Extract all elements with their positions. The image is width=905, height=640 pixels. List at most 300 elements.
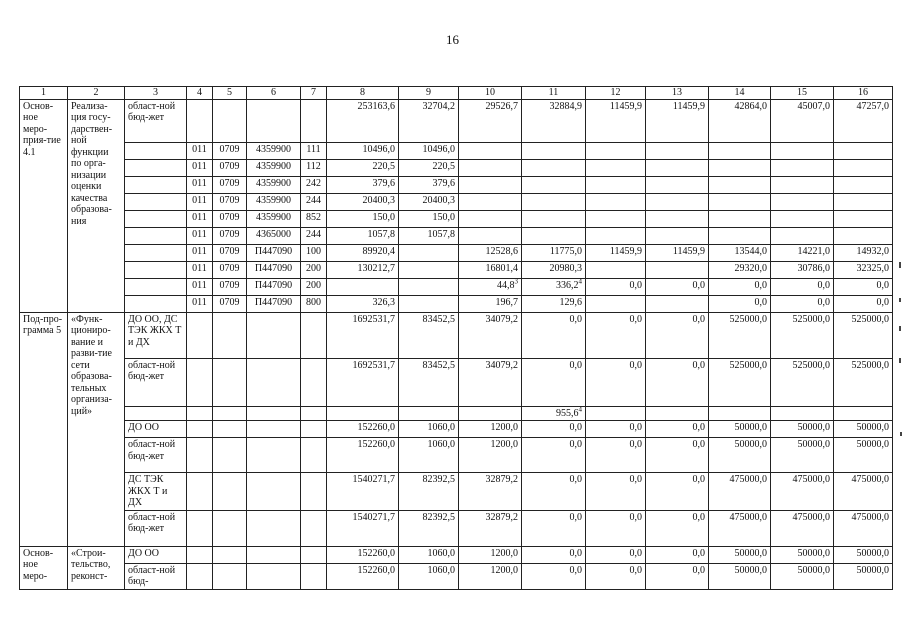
column-header: 8 [327,87,399,100]
table-cell [187,546,213,563]
column-header: 1 [20,87,68,100]
table-cell [709,312,771,358]
table-cell [522,406,586,421]
cell-value: 011 [192,194,207,206]
table-cell [327,159,399,176]
cell-value: област-ной бюд- [128,564,176,587]
table-cell [327,510,399,546]
cell-value: 152260,0 [357,422,395,433]
cell-value: 30786,0 [797,262,830,274]
table-cell [301,142,327,159]
table-cell [187,278,213,295]
cell-value: 525000,0 [851,359,889,371]
table-cell [522,159,586,176]
cell-value: 50000,0 [856,547,889,559]
table-cell [187,295,213,312]
table-cell [327,563,399,589]
table-cell [586,510,646,546]
table-cell [646,227,709,244]
table-cell [834,278,893,295]
table-cell [187,312,213,358]
table-cell [834,510,893,546]
table-cell [771,193,834,210]
cell-value: 100 [306,245,321,257]
cell-value: 525000,0 [851,313,889,325]
cell-value: 0,0 [754,279,767,291]
table-cell [522,312,586,358]
table-cell [247,358,301,406]
cell-value: 0709 [219,194,240,206]
cell-value: 242 [306,177,321,189]
table-cell [522,473,586,511]
cell-value: ДС ТЭК ЖКХ Т и ДХ [128,474,168,508]
cell-value: 0,0 [754,296,767,308]
cell-value: 45007,0 [797,100,830,112]
table-cell [459,244,522,261]
table-cell [459,358,522,406]
table-cell [187,563,213,589]
table-row [20,312,893,358]
cell-value: 0709 [219,177,240,189]
cell-value: 150,0 [372,211,395,223]
cell-value: 0,0 [569,439,582,450]
table-cell [646,99,709,142]
table-cell [834,159,893,176]
cell-value: 0,0 [629,313,642,325]
table-cell [771,142,834,159]
table-cell [709,244,771,261]
table-cell [301,510,327,546]
table-cell [301,421,327,438]
table-cell [586,261,646,278]
table-cell [125,193,187,210]
cell-value: 34079,2 [485,313,518,325]
table-row [20,244,893,261]
table-cell [586,563,646,589]
table-cell [771,244,834,261]
cell-value: 379,6 [432,177,455,189]
cell-value: 196,7 [495,296,518,308]
cell-value: 10496,0 [422,143,455,155]
table-cell [399,473,459,511]
table-cell [522,421,586,438]
table-cell [327,438,399,473]
table-cell [247,406,301,421]
table-cell [399,261,459,278]
table-cell [125,227,187,244]
table-cell [247,473,301,511]
program-name-cell: Реализа-ция госу-дарствен-ной функции по орга-низации оценки качества образова-ния [68,99,125,312]
table-cell [459,546,522,563]
table-cell [187,99,213,142]
cell-value: 955,6 [556,407,579,419]
table-row [20,510,893,546]
table-cell [709,210,771,227]
table-cell [247,227,301,244]
cell-value: 0,0 [629,474,642,485]
column-header: 7 [301,87,327,100]
table-cell [522,142,586,159]
table-cell [327,358,399,406]
cell-value: 0,0 [569,564,582,576]
table-cell [771,176,834,193]
table-cell [399,546,459,563]
table-row [20,563,893,589]
margin-mark [900,432,902,436]
cell-value: 0,0 [569,422,582,433]
table-cell [771,421,834,438]
cell-value: 44,8 [497,279,515,291]
cell-value: 0709 [219,211,240,223]
cell-value: 12528,6 [485,245,518,257]
cell-value: 0,0 [692,439,705,450]
table-row [20,406,893,421]
table-cell [399,510,459,546]
cell-value: 20400,3 [362,194,395,206]
cell-value: 20980,3 [549,262,582,274]
cell-value: 0,0 [817,296,830,308]
cell-value: 50000,0 [797,439,830,450]
table-cell [586,406,646,421]
cell-value: 4359900 [256,143,291,155]
cell-value: 0,0 [692,422,705,433]
cell-value: 0,0 [629,359,642,371]
table-cell [213,421,247,438]
cell-value: 32879,2 [485,511,518,523]
table-cell [399,244,459,261]
table-cell [247,510,301,546]
table-cell [522,295,586,312]
table-cell [327,312,399,358]
cell-value: 1540271,7 [352,511,395,523]
table-cell [247,193,301,210]
table-cell [646,159,709,176]
table-row [20,421,893,438]
table-cell [646,312,709,358]
cell-value: 32704,2 [422,100,455,112]
cell-value: 011 [192,296,207,308]
table-cell [646,278,709,295]
program-name-cell: «Функ-циониро-вание и разви-тие сети образова-тельных организа-ций» [68,312,125,546]
cell-value: 011 [192,279,207,291]
table-cell [646,406,709,421]
table-cell [459,193,522,210]
table-cell [399,193,459,210]
cell-value: 0,0 [876,296,889,308]
table-cell [399,227,459,244]
table-cell [125,99,187,142]
table-cell [709,261,771,278]
table-cell [327,546,399,563]
table-cell [459,210,522,227]
cell-value: 0,0 [569,511,582,523]
cell-value: 0709 [219,296,240,308]
cell-value: 82392,5 [422,511,455,523]
table-cell [213,193,247,210]
table-cell [187,473,213,511]
cell-value: 4359900 [256,160,291,172]
cell-value: 011 [192,143,207,155]
column-header: 5 [213,87,247,100]
cell-value: 220,5 [372,160,395,172]
cell-value: 4365000 [256,228,291,240]
table-cell [709,295,771,312]
table-cell [213,278,247,295]
cell-value: 244 [306,228,321,240]
table-row [20,142,893,159]
table-cell [709,176,771,193]
table-cell [646,473,709,511]
table-cell [646,142,709,159]
table-cell [327,193,399,210]
table-cell [771,278,834,295]
table-cell [834,193,893,210]
cell-value: 0,0 [569,313,582,325]
cell-value: 1200,0 [490,564,518,576]
table-cell [301,473,327,511]
table-cell [709,421,771,438]
cell-value: 50000,0 [734,564,767,576]
table-cell [399,406,459,421]
cell-value: 0,0 [692,279,705,291]
table-cell [771,358,834,406]
table-cell [771,406,834,421]
table-cell [213,159,247,176]
table-cell [399,159,459,176]
cell-value: 475000,0 [729,474,767,485]
table-cell [399,438,459,473]
table-cell [459,159,522,176]
table-cell [247,312,301,358]
table-cell [327,473,399,511]
table-cell [125,210,187,227]
cell-value: 852 [306,211,321,223]
cell-value: 1060,0 [427,547,455,559]
table-cell [247,99,301,142]
table-cell [834,99,893,142]
table-cell [709,406,771,421]
table-cell [213,546,247,563]
table-cell [522,176,586,193]
table-cell [125,406,187,421]
table-cell [646,210,709,227]
cell-value: 4359900 [256,211,291,223]
table-cell [586,244,646,261]
table-cell [213,563,247,589]
table-cell [327,278,399,295]
table-cell [522,438,586,473]
table-cell [327,210,399,227]
cell-value: 1692531,7 [352,359,395,371]
table-cell [125,244,187,261]
table-cell [771,295,834,312]
table-cell [771,473,834,511]
cell-value: 1200,0 [490,422,518,433]
cell-value: област-ной бюд-жет [128,359,176,382]
table-cell [834,244,893,261]
column-header: 3 [125,87,187,100]
table-cell [522,227,586,244]
table-cell [301,244,327,261]
table-cell [586,295,646,312]
table-cell [522,261,586,278]
table-cell [301,278,327,295]
table-cell [771,227,834,244]
column-header: 12 [586,87,646,100]
table-cell [459,142,522,159]
table-cell [213,244,247,261]
cell-value: 0709 [219,228,240,240]
cell-value: 200 [306,262,321,274]
table-cell [327,406,399,421]
cell-value: 11459,9 [672,100,705,112]
table-cell [301,312,327,358]
table-cell [646,295,709,312]
cell-value: 0,0 [629,439,642,450]
cell-value: 1060,0 [427,439,455,450]
table-row [20,210,893,227]
cell-value: 50000,0 [856,422,889,433]
table-row [20,159,893,176]
cell-value: 011 [192,177,207,189]
cell-value: 20400,3 [422,194,455,206]
table-cell [187,438,213,473]
column-header: 15 [771,87,834,100]
table-cell [125,159,187,176]
table-cell [834,563,893,589]
table-cell [834,176,893,193]
table-cell [125,312,187,358]
table-cell [187,244,213,261]
cell-value: 011 [192,228,207,240]
table-cell [646,510,709,546]
table-cell [187,421,213,438]
table-cell [646,176,709,193]
table-cell [301,261,327,278]
table-cell [327,99,399,142]
table-cell [709,438,771,473]
cell-value: 0,0 [629,511,642,523]
cell-value: 50000,0 [797,422,830,433]
cell-value: 29526,7 [485,100,518,112]
cell-value: 14932,0 [856,245,889,257]
table-cell [247,438,301,473]
table-cell [301,176,327,193]
table-cell [301,295,327,312]
table-cell [301,210,327,227]
table-cell [709,227,771,244]
cell-value: 32325,0 [856,262,889,274]
cell-value: 11459,9 [609,245,642,257]
cell-value: 0,0 [692,511,705,523]
cell-value: 525000,0 [792,313,830,325]
margin-mark [899,298,901,302]
table-cell [125,278,187,295]
table-cell [301,406,327,421]
table-cell [327,421,399,438]
table-cell [125,546,187,563]
table-cell [187,159,213,176]
table-cell [399,278,459,295]
table-cell [646,358,709,406]
table-cell [213,227,247,244]
cell-value: ДО ОО, ДС ТЭК ЖКХ Т и ДХ [128,313,182,348]
table-cell [834,295,893,312]
cell-value: 0,0 [629,279,642,291]
cell-value: ДО ОО [128,547,159,559]
cell-value: 1200,0 [490,439,518,450]
table-cell [586,421,646,438]
table-cell [247,261,301,278]
cell-value: 0,0 [569,474,582,485]
table-cell [187,406,213,421]
table-cell [327,244,399,261]
column-header: 2 [68,87,125,100]
table-cell [586,278,646,295]
table-cell [301,546,327,563]
table-cell [213,99,247,142]
cell-value: 011 [192,160,207,172]
cell-value: 1060,0 [427,422,455,433]
table-cell [522,99,586,142]
table-cell [187,142,213,159]
header-row [20,87,893,100]
cell-value: 0,0 [876,279,889,291]
table-cell [213,295,247,312]
table-cell [247,210,301,227]
cell-value: 4359900 [256,177,291,189]
cell-value: 50000,0 [734,439,767,450]
table-cell [399,142,459,159]
table-cell [709,159,771,176]
table-cell [586,99,646,142]
table-row [20,278,893,295]
table-cell [399,99,459,142]
table-cell [522,210,586,227]
cell-value: 1057,8 [367,228,395,240]
table-row [20,227,893,244]
table-cell [213,261,247,278]
table-cell [771,159,834,176]
cell-value: 475000,0 [792,474,830,485]
table-cell [771,438,834,473]
table-row [20,295,893,312]
table-cell [125,421,187,438]
table-cell [213,210,247,227]
table-cell [247,159,301,176]
cell-value: 29320,0 [734,262,767,274]
table-cell [399,210,459,227]
table-cell [399,563,459,589]
cell-value: 129,6 [559,296,582,308]
cell-value: 0,0 [629,564,642,576]
table-cell [709,546,771,563]
table-cell [834,358,893,406]
table-cell [522,244,586,261]
table-cell [586,159,646,176]
cell-value: 379,6 [372,177,395,189]
cell-value: 326,3 [372,296,395,308]
table-cell [771,261,834,278]
footnote-marker: 4 [578,406,582,414]
table-cell [125,563,187,589]
cell-value: 0,0 [817,279,830,291]
cell-value: 152260,0 [357,564,395,576]
table-cell [834,406,893,421]
column-header: 9 [399,87,459,100]
table-cell [187,358,213,406]
table-cell [247,563,301,589]
